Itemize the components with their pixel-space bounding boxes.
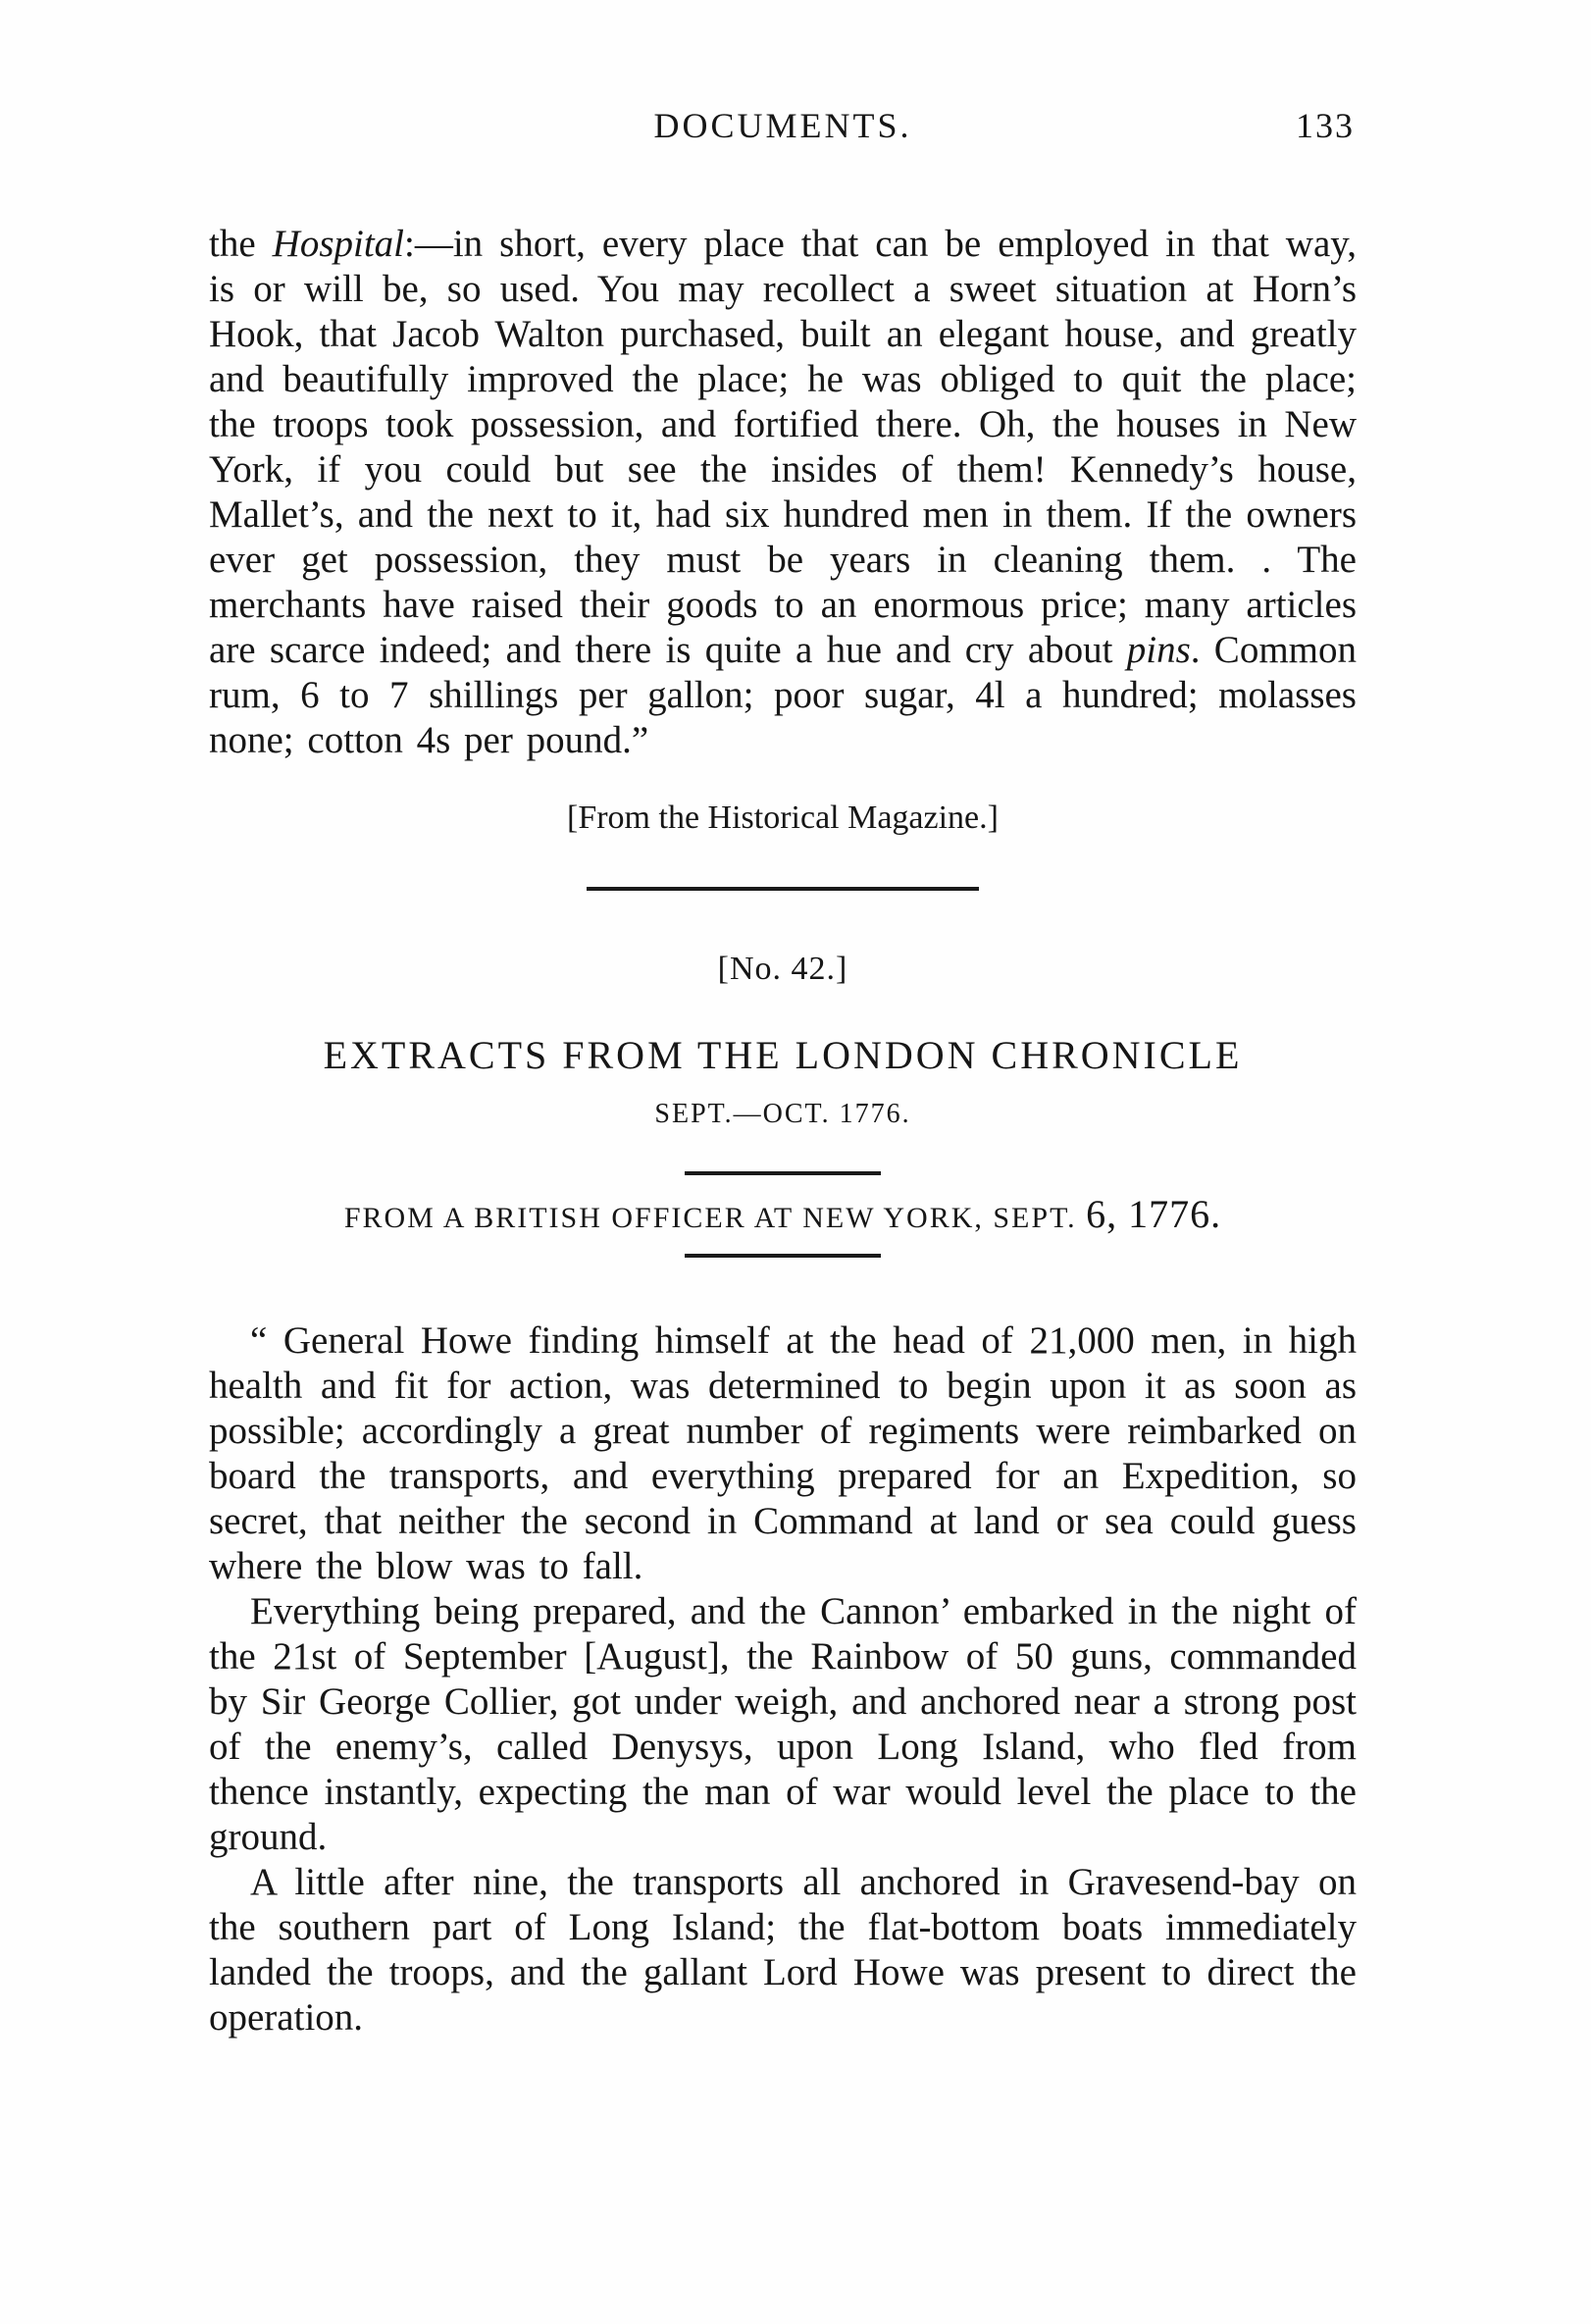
section-title: EXTRACTS FROM THE LONDON CHRONICLE <box>323 1033 1243 1077</box>
section-date-range: SEPT.—OCT. 1776. <box>654 1099 911 1129</box>
italic-word-hospital: Hospital <box>272 223 405 265</box>
page-header <box>209 103 1357 148</box>
paragraph-expedition: Everything being prepared, and the Cannon’ embarked in the night of the 21st of September [August], the Rainbow of 50 guns, commanded by Sir George Collier, got under weigh, and anchored near a strong post of the enemy’s, called Denysys, upon Long Island, who fled from thence instantly, expecting the man of war would level the place to the ground. <box>209 1590 1357 1858</box>
subsection-rule-top <box>685 1171 881 1175</box>
italic-word-pins: pins <box>1126 629 1191 671</box>
letter-heading-text: FROM A BRITISH OFFICER AT NEW YORK, SEPT. <box>343 1202 1087 1234</box>
text-segment: . Common rum, 6 to 7 shillings per gallon; poor sugar, 4l a hundred; molasses none; cotton 4s per pound.” <box>209 629 1357 761</box>
text-column <box>209 103 1357 2040</box>
attribution-note: [From the Historical Magazine.] <box>567 800 999 836</box>
document-number: [No. 42.] <box>717 951 848 987</box>
text-segment: :—in short, every place that can be employed in that way, is or will be, so used. You may recollect a sweet situation at Horn’s Hook, that Jacob Walton purchased, built an elegant house, and greatly and beautifully improved the place; he was obliged to quit the place; the troops took possession, and fortified there. Oh, the houses in New York, if you could but see the insides of them! Kennedy’s house, Mallet’s, and the next to it, had six hundred men in them. If the owners ever get possession, they must be years in cleaning them. . The merchants have raised their goods to an enormous price; many articles are scarce indeed; and there is quite a hue and cry about <box>209 223 1357 671</box>
paragraph-general-howe: “ General Howe finding himself at the head of 21,000 men, in high health and fit for action, was determined to begin upon it as soon as possible; accordingly a great number of regiments were reimbarked on board the transports, and everything prepared for an Expedition, so secret, that neither the second in Command at land or sea could guess where the blow was to fall. <box>209 1319 1357 1587</box>
page-number: 133 <box>1296 106 1355 145</box>
paragraph-landing: A little after nine, the transports all anchored in Gravesend-bay on the southern part of Long Island; the flat-bottom boats immediately landed the troops, and the gallant Lord Howe was present to direct the operation. <box>209 1861 1357 2039</box>
section-divider-rule <box>587 887 979 891</box>
paragraph-letter-continuation <box>209 222 1357 763</box>
subsection-rule-bottom <box>685 1254 881 1258</box>
letter-heading <box>209 1193 1357 1240</box>
letter-heading-date: 6, 1776. <box>1086 1192 1222 1236</box>
running-title: DOCUMENTS. <box>653 106 912 145</box>
text-segment: the <box>209 223 273 265</box>
